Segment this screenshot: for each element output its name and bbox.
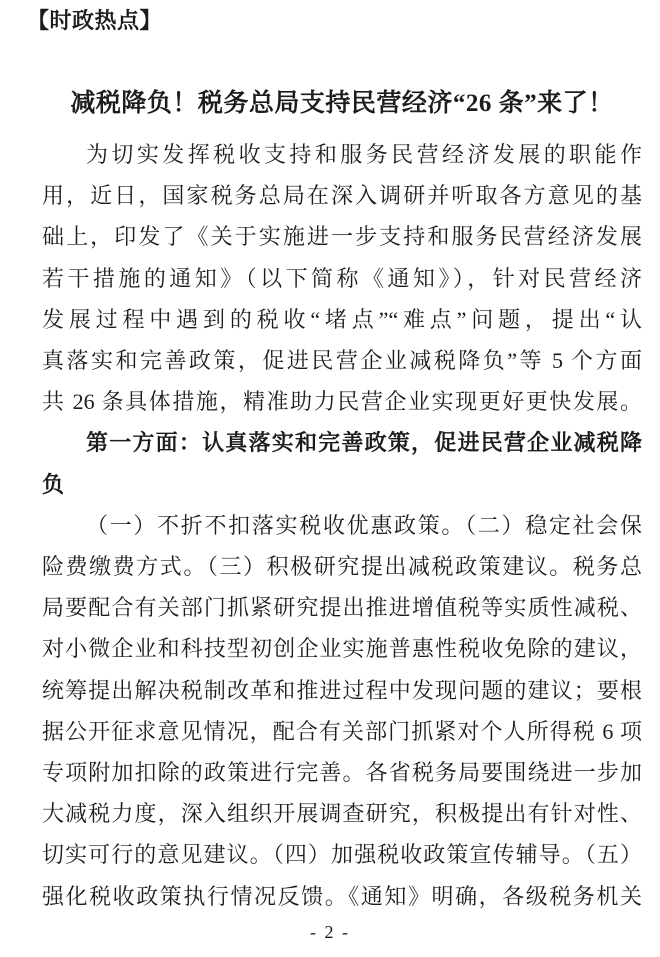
body-line: 为切实发挥税收支持和服务民营经济发展的职能作 (86, 142, 642, 167)
paragraph-2 (42, 505, 642, 917)
body-line: （一）不折不扣落实税收优惠政策。（二）稳定社会保 (86, 512, 642, 538)
body-line: 专项附加扣除的政策进行完善。各省税务局要围绕进一步加 (42, 760, 642, 786)
paragraph-1 (42, 134, 642, 422)
body-line: 用，近日，国家税务总局在深入调研并听取各方意见的基 (42, 183, 642, 209)
section-heading-line: 负 (42, 471, 65, 497)
section-heading (42, 422, 642, 504)
body-line: 险费缴费方式。（三）积极研究提出减税政策建议。税务总 (42, 554, 642, 580)
body-line: 据公开征求意见情况，配合有关部门抓紧对个人所得税 6 项 (42, 718, 642, 744)
body-line: 强化税收政策执行情况反馈。《通知》明确，各级税务机关 (42, 883, 642, 909)
body-line: 局要配合有关部门抓紧研究提出推进增值税等实质性减税、 (42, 595, 642, 621)
body-line: 共 26 条具体措施，精准助力民营企业实现更好更快发展。 (42, 389, 642, 415)
body-line: 础上，印发了《关于实施进一步支持和服务民营经济发展 (42, 224, 642, 250)
article-body (42, 134, 642, 917)
body-line: 切实可行的意见建议。（四）加强税收政策宣传辅导。（五） (42, 842, 642, 868)
article-title: 减税降负！税务总局支持民营经济“26 条”来了！ (70, 90, 614, 117)
body-line: 大减税力度，深入组织开展调查研究，积极提出有针对性、 (42, 801, 642, 827)
body-line: 发展过程中遇到的税收“堵点”“难点”问题，提出“认 (42, 306, 642, 332)
body-line: 对小微企业和科技型初创企业实施普惠性税收免除的建议， (42, 636, 642, 662)
body-line: 真落实和完善政策，促进民营企业减税降负”等 5 个方面 (42, 348, 642, 374)
hot-topic-tag: 【时政热点】 (27, 8, 163, 33)
body-line: 统筹提出解决税制改革和推进过程中发现问题的建议；要根 (42, 677, 642, 703)
body-line: 若干措施的通知》（以下简称《通知》），针对民营经济 (42, 265, 642, 291)
page-number: - 2 - (310, 922, 350, 942)
section-heading-line: 第一方面：认真落实和完善政策，促进民营企业减税降 (86, 430, 642, 456)
